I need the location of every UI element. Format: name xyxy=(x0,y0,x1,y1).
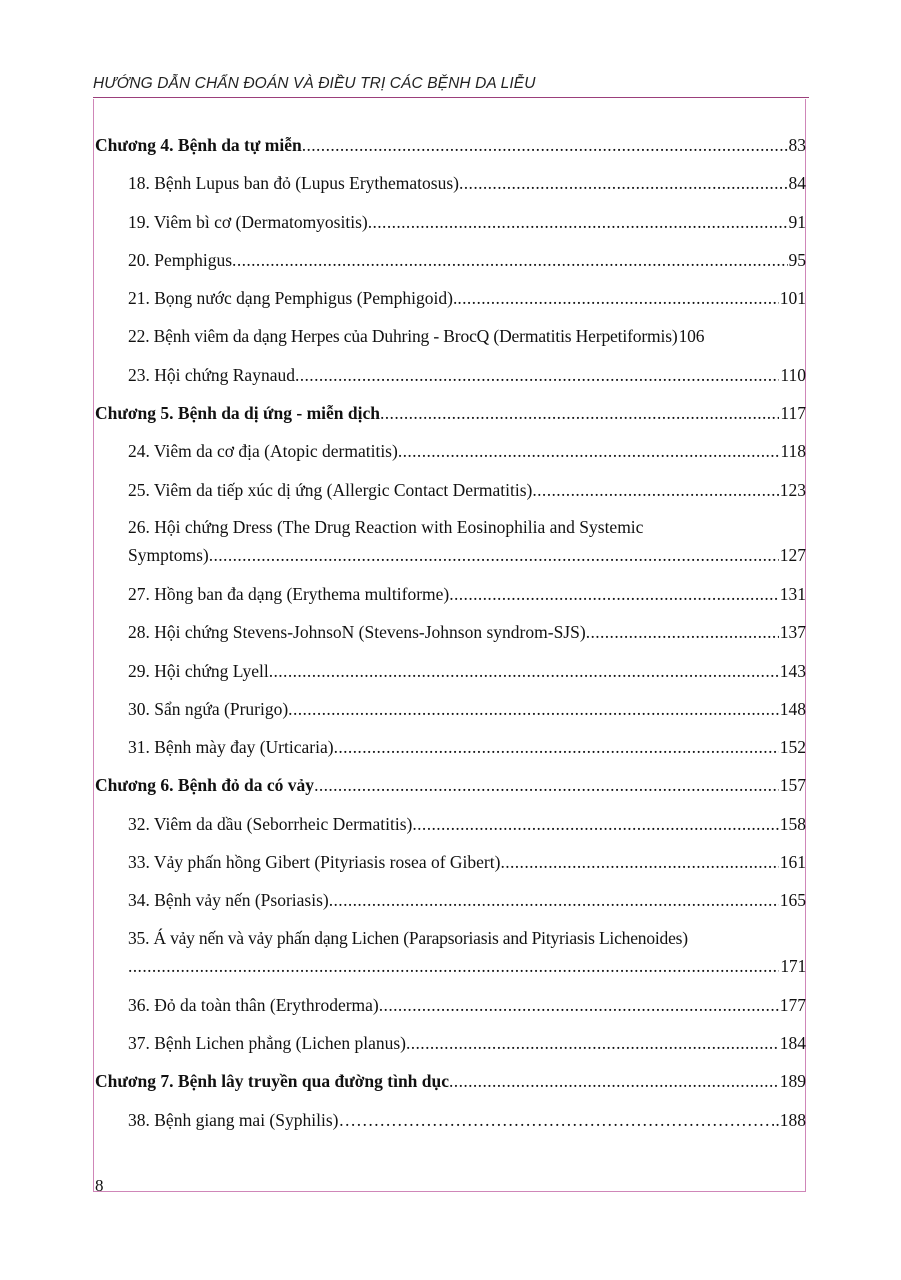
running-header: HƯỚNG DẪN CHẨN ĐOÁN VÀ ĐIỀU TRỊ CÁC BỆNH DA LIỄU xyxy=(93,75,536,92)
toc-entry-continuation xyxy=(128,952,806,980)
toc-entry-title-continued: Symptoms) xyxy=(128,544,209,565)
dot-leader xyxy=(295,360,779,390)
toc-entry-22[interactable] xyxy=(95,321,806,359)
dot-leader xyxy=(232,245,787,275)
toc-page-number: 165 xyxy=(779,890,806,911)
toc-entry-29[interactable] xyxy=(95,656,806,694)
dot-leader xyxy=(500,847,778,877)
toc-entry-title: Chương 5. Bệnh da dị ứng - miễn dịch xyxy=(95,403,380,424)
dot-leader xyxy=(209,541,779,569)
toc-entry-37[interactable] xyxy=(95,1028,806,1066)
toc-page-number: .188 xyxy=(775,1109,806,1130)
toc-entry-35[interactable] xyxy=(95,924,806,990)
toc-entry-title: 18. Bệnh Lupus ban đỏ (Lupus Erythematosus) xyxy=(128,173,459,194)
dot-leader xyxy=(269,656,779,686)
dot-leader xyxy=(302,130,788,160)
toc-entry-32[interactable] xyxy=(95,809,806,847)
toc-entry-title: 30. Sẩn ngứa (Prurigo) xyxy=(128,698,289,719)
toc-chapter-6[interactable] xyxy=(95,770,806,808)
toc-entry-36[interactable] xyxy=(95,990,806,1028)
dot-leader xyxy=(314,770,779,800)
toc-entry-title: 26. Hội chứng Dress (The Drug Reaction with Eosinophilia and Systemic xyxy=(128,516,644,537)
dot-leader xyxy=(406,1028,779,1058)
page-number: 8 xyxy=(95,1176,104,1195)
toc-entry-title: 38. Bệnh giang mai (Syphilis) xyxy=(128,1109,339,1130)
toc-entry-25[interactable] xyxy=(95,475,806,513)
toc-entry-title: 24. Viêm da cơ địa (Atopic dermatitis) xyxy=(128,441,398,462)
toc-entry-title: 29. Hội chứng Lyell xyxy=(128,660,269,681)
dot-leader xyxy=(532,475,778,505)
toc-chapter-5[interactable] xyxy=(95,398,806,436)
toc-entry-title: 25. Viêm da tiếp xúc dị ứng (Allergic Contact Dermatitis) xyxy=(128,479,533,500)
toc-page-number: 177 xyxy=(779,994,806,1015)
dot-leader xyxy=(412,809,778,839)
toc-entry-title: 33. Vảy phấn hồng Gibert (Pityriasis rosea of Gibert) xyxy=(128,852,501,873)
dot-leader xyxy=(334,732,779,762)
dot-leader xyxy=(329,885,779,915)
toc-page-number: 110 xyxy=(780,364,806,385)
dot-leader xyxy=(338,1105,774,1135)
toc-entry-title: 34. Bệnh vảy nến (Psoriasis) xyxy=(128,890,329,911)
dot-leader xyxy=(449,579,779,609)
toc-entry-title: 22. Bệnh viêm da dạng Herpes của Duhring - BrocQ (Dermatitis Herpetiformis) xyxy=(128,326,678,347)
toc-page-number: 117 xyxy=(780,403,806,424)
toc-page-number: 84 xyxy=(788,173,806,194)
toc-page-number: 95 xyxy=(788,249,806,270)
toc-chapter-7[interactable] xyxy=(95,1066,806,1104)
toc-entry-continuation xyxy=(128,541,806,569)
dot-leader xyxy=(368,207,788,237)
toc-entry-title: Chương 6. Bệnh đỏ da có vảy xyxy=(95,775,315,796)
toc-entry-title: 21. Bọng nước dạng Pemphigus (Pemphigoid). xyxy=(128,288,458,309)
toc-entry-title: 28. Hội chứng Stevens-JohnsoN (Stevens-Johnson syndrom-SJS) xyxy=(128,622,586,643)
toc-page-number: 106 xyxy=(678,326,705,347)
toc-page-number: 148 xyxy=(779,698,806,719)
toc-page-number: 118 xyxy=(780,441,806,462)
toc-page-number: 137 xyxy=(779,622,806,643)
toc-entry-34[interactable] xyxy=(95,885,806,923)
dot-leader xyxy=(586,617,779,647)
toc-entry-31[interactable] xyxy=(95,732,806,770)
toc-entry-20[interactable] xyxy=(95,245,806,283)
toc-entry-title: 31. Bệnh mày đay (Urticaria) xyxy=(128,737,334,758)
toc-entry-27[interactable] xyxy=(95,579,806,617)
toc-entry-title: 37. Bệnh Lichen phẳng (Lichen planus) xyxy=(128,1032,406,1053)
toc-page-number: 123 xyxy=(779,479,806,500)
toc-page-number: 127 xyxy=(779,544,806,565)
dot-leader xyxy=(288,694,779,724)
toc-entry-26[interactable] xyxy=(95,513,806,579)
toc-page-number: 189 xyxy=(779,1071,806,1092)
toc-entry-title: 35. Á vảy nến và vảy phấn dạng Lichen (Parapsoriasis and Pityriasis Lichenoides) xyxy=(128,927,688,948)
toc-entry-19[interactable] xyxy=(95,207,806,245)
toc-page-number: 152 xyxy=(779,737,806,758)
toc-entry-title: 19. Viêm bì cơ (Dermatomyositis) xyxy=(128,211,368,232)
dot-leader xyxy=(459,168,788,198)
toc-entry-38[interactable] xyxy=(95,1105,806,1143)
dot-leader xyxy=(398,436,780,466)
toc-chapter-4[interactable] xyxy=(95,130,806,168)
toc-entry-title: Chương 4. Bệnh da tự miễn xyxy=(95,135,302,155)
header-rule xyxy=(93,97,809,98)
dot-leader xyxy=(457,283,778,313)
dot-leader xyxy=(380,398,779,428)
toc-entry-title: 20. Pemphigus xyxy=(128,249,233,270)
toc-entry-title: 23. Hội chứng Raynaud xyxy=(128,364,295,385)
toc-entry-28[interactable] xyxy=(95,617,806,655)
dot-leader xyxy=(449,1066,779,1096)
table-of-contents xyxy=(95,130,806,1143)
toc-entry-18[interactable] xyxy=(95,168,806,206)
dot-leader xyxy=(128,952,779,980)
dot-leader xyxy=(379,990,779,1020)
toc-entry-21[interactable] xyxy=(95,283,806,321)
toc-page-number: 171 xyxy=(780,955,806,976)
toc-page-number: 161 xyxy=(779,852,806,873)
toc-page-number: 157 xyxy=(779,775,806,796)
toc-page-number: 158 xyxy=(779,813,806,834)
toc-entry-title: Chương 7. Bệnh lây truyền qua đường tình dục xyxy=(95,1071,450,1092)
toc-entry-33[interactable] xyxy=(95,847,806,885)
toc-entry-24[interactable] xyxy=(95,436,806,474)
toc-page-number: 83 xyxy=(788,135,806,155)
toc-entry-title: 27. Hồng ban đa dạng (Erythema multiforme) xyxy=(128,583,450,604)
toc-entry-23[interactable] xyxy=(95,360,806,398)
toc-entry-30[interactable] xyxy=(95,694,806,732)
toc-page-number: 143 xyxy=(779,660,806,681)
toc-page-number: 91 xyxy=(788,211,806,232)
toc-page-number: 184 xyxy=(779,1032,806,1053)
toc-entry-title: 36. Đỏ da toàn thân (Erythroderma) xyxy=(128,994,379,1015)
toc-page-number: 131 xyxy=(779,583,806,604)
toc-entry-title: 32. Viêm da dầu (Seborrheic Dermatitis) xyxy=(128,813,413,834)
toc-page-number: 101 xyxy=(779,288,806,309)
